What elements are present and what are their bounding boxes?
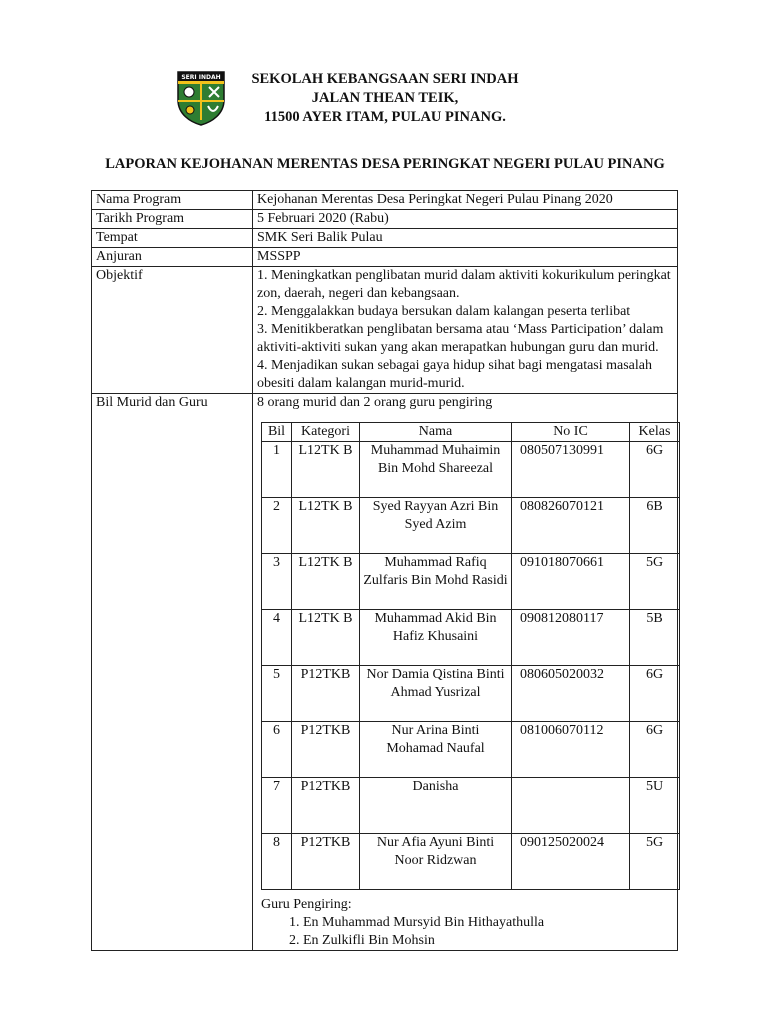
table-row [262, 610, 680, 666]
table-row [262, 442, 680, 498]
cell-bil: 2 [262, 498, 292, 554]
objektif-item: 3. Menitikberatkan penglibatan bersama atau ‘Mass Participation’ dalam aktiviti-aktiviti sukan yang akan merapatkan hubungan guru dan murid. [257, 322, 664, 355]
row-bil-murid [92, 394, 678, 951]
cell-kategori: P12TKB [292, 722, 360, 778]
school-header [230, 70, 540, 127]
school-address-line1: JALAN THEAN TEIK, [311, 90, 459, 106]
label-bil-murid: Bil Murid dan Guru [92, 394, 253, 951]
cell-ic: 090812080117 [512, 610, 630, 666]
row-objektif [92, 267, 678, 394]
cell-bil: 7 [262, 778, 292, 834]
report-title: LAPORAN KEJOHANAN MERENTAS DESA PERINGKAT NEGERI PULAU PINANG [105, 156, 665, 172]
cell-bil: 6 [262, 722, 292, 778]
cell-nama: Nor Damia Qistina Binti Ahmad Yusrizal [360, 666, 512, 722]
cell-kelas: 5G [630, 554, 680, 610]
cell-ic: 080605020032 [512, 666, 630, 722]
school-address-line2: 11500 AYER ITAM, PULAU PINANG. [264, 109, 506, 125]
cell-ic: 091018070661 [512, 554, 630, 610]
label-anjuran: Anjuran [92, 248, 253, 267]
cell-ic: 080507130991 [512, 442, 630, 498]
report-table [91, 190, 678, 951]
cell-kategori: L12TK B [292, 442, 360, 498]
row-tarikh-program [92, 210, 678, 229]
col-header-kategori: Kategori [292, 423, 360, 442]
objektif-item: 2. Menggalakkan budaya bersukan dalam kalangan peserta terlibat [257, 304, 631, 319]
cell-kelas: 5G [630, 834, 680, 890]
value-tempat: SMK Seri Balik Pulau [253, 229, 678, 248]
value-bil-murid [253, 394, 678, 951]
cell-nama: Syed Rayyan Azri Bin Syed Azim [360, 498, 512, 554]
cell-kategori: P12TKB [292, 778, 360, 834]
cell-kategori: L12TK B [292, 498, 360, 554]
cell-kelas: 5U [630, 778, 680, 834]
table-row [262, 834, 680, 890]
cell-nama: Muhammad Akid Bin Hafiz Khusaini [360, 610, 512, 666]
students-table [261, 422, 680, 890]
cell-kelas: 5B [630, 610, 680, 666]
svg-text:SERI INDAH: SERI INDAH [181, 74, 221, 81]
row-nama-program [92, 191, 678, 210]
value-tarikh-program: 5 Februari 2020 (Rabu) [253, 210, 678, 229]
cell-ic: 080826070121 [512, 498, 630, 554]
cell-kelas: 6G [630, 666, 680, 722]
cell-kategori: P12TKB [292, 666, 360, 722]
table-row [262, 554, 680, 610]
list-item: 2. En Zulkifli Bin Mohsin [303, 932, 673, 950]
value-objektif [253, 267, 678, 394]
guru-pengiring-list [257, 914, 673, 950]
col-header-ic: No IC [512, 423, 630, 442]
cell-nama: Muhammad Muhaimin Bin Mohd Shareezal [360, 442, 512, 498]
objektif-item: 4. Menjadikan sukan sebagai gaya hidup sihat bagi mengatasi masalah obesiti dalam kalangan murid-murid. [257, 358, 653, 391]
col-header-bil: Bil [262, 423, 292, 442]
table-row [262, 778, 680, 834]
bil-murid-summary: 8 orang murid dan 2 orang guru pengiring [257, 395, 493, 410]
label-objektif: Objektif [92, 267, 253, 394]
cell-nama: Nur Afia Ayuni Binti Noor Ridzwan [360, 834, 512, 890]
row-tempat [92, 229, 678, 248]
row-anjuran [92, 248, 678, 267]
label-tempat: Tempat [92, 229, 253, 248]
label-nama-program: Nama Program [92, 191, 253, 210]
cell-kelas: 6B [630, 498, 680, 554]
table-row [262, 722, 680, 778]
cell-nama: Danisha [360, 778, 512, 834]
cell-kelas: 6G [630, 442, 680, 498]
guru-pengiring-heading: Guru Pengiring: [261, 897, 352, 912]
cell-bil: 4 [262, 610, 292, 666]
list-item: 1. En Muhammad Mursyid Bin Hithayathulla [303, 914, 673, 932]
cell-ic [512, 778, 630, 834]
students-header-row [262, 423, 680, 442]
cell-kategori: L12TK B [292, 610, 360, 666]
cell-kelas: 6G [630, 722, 680, 778]
cell-bil: 3 [262, 554, 292, 610]
cell-kategori: P12TKB [292, 834, 360, 890]
table-row [262, 498, 680, 554]
value-anjuran: MSSPP [253, 248, 678, 267]
col-header-kelas: Kelas [630, 423, 680, 442]
school-crest-icon [176, 70, 226, 126]
cell-bil: 8 [262, 834, 292, 890]
cell-bil: 1 [262, 442, 292, 498]
cell-ic: 081006070112 [512, 722, 630, 778]
cell-ic: 090125020024 [512, 834, 630, 890]
table-row [262, 666, 680, 722]
label-tarikh-program: Tarikh Program [92, 210, 253, 229]
cell-nama: Muhammad Rafiq Zulfaris Bin Mohd Rasidi [360, 554, 512, 610]
cell-kategori: L12TK B [292, 554, 360, 610]
objektif-item: 1. Meningkatkan penglibatan murid dalam aktiviti kokurikulum peringkat zon, daerah, negeri dan kebangsaan. [257, 268, 671, 301]
value-nama-program: Kejohanan Merentas Desa Peringkat Negeri Pulau Pinang 2020 [253, 191, 678, 210]
cell-nama: Nur Arina Binti Mohamad Naufal [360, 722, 512, 778]
col-header-nama: Nama [360, 423, 512, 442]
school-name: SEKOLAH KEBANGSAAN SERI INDAH [251, 71, 519, 87]
cell-bil: 5 [262, 666, 292, 722]
